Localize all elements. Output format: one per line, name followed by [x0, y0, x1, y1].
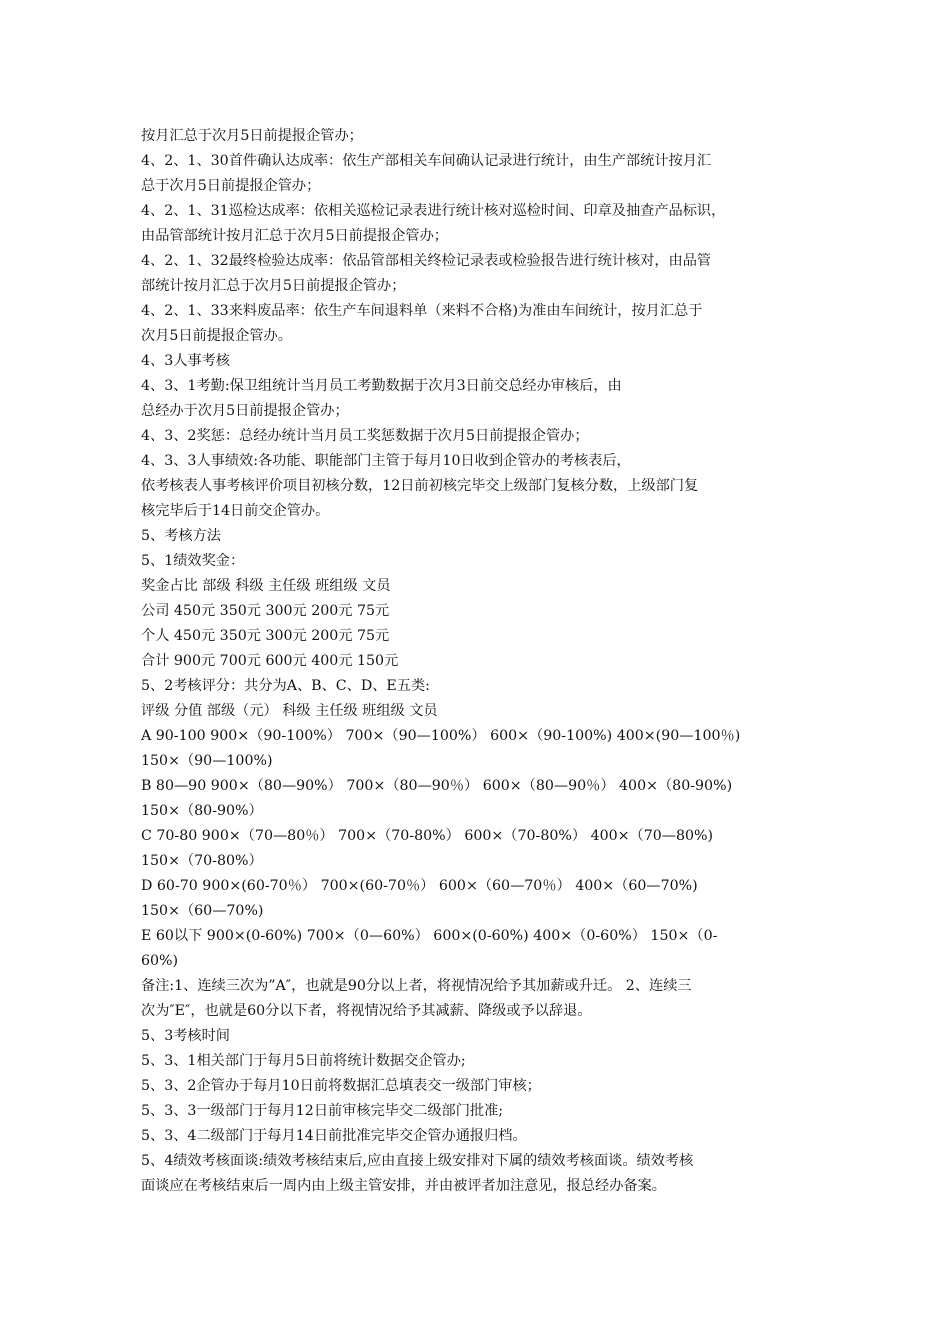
bonus-table-header: 奖金占比 部级 科级 主任级 班组级 文员: [141, 578, 391, 594]
bonus-table-row: 个人 450元 350元 300元 200元 75元: [141, 628, 390, 644]
text-line: 由品管部统计按月汇总于次月5日前提报企管办；: [141, 228, 448, 244]
grade-table-row: A 90-100 900×（90-100%） 700×（90—100%） 600×（90-100%) 400×(90—100％): [141, 728, 741, 744]
grade-table-row: 150×（80-90%）: [141, 803, 263, 819]
text-line: 4、2、1、31巡检达成率：依相关巡检记录表进行统计核对巡检时间、印章及抽查产品标识，: [141, 203, 726, 219]
text-line: 依考核表人事考核评价项目初核分数，12日前初核完毕交上级部门复核分数，上级部门复: [141, 478, 699, 494]
text-line: 5、3、2企管办于每月10日前将数据汇总填表交一级部门审核；: [141, 1078, 541, 1094]
document-body: [141, 124, 821, 1199]
text-line: 面谈应在考核结束后一周内由上级主管安排，并由被评者加注意见，报总经办备案。: [141, 1178, 666, 1194]
grade-table-row: D 60-70 900×(60-70％） 700×(60-70％） 600×（60—70％） 400×（60—70%): [141, 878, 698, 894]
text-line: 4、3、2奖惩：总经办统计当月员工奖惩数据于次月5日前提报企管办；: [141, 428, 589, 444]
grade-table-header: 评级 分值 部级（元） 科级 主任级 班组级 文员: [141, 703, 438, 719]
section-heading: 5、2考核评分：共分为A、B、C、D、E五类:: [141, 678, 430, 694]
text-line: 4、3、1考勤:保卫组统计当月员工考勤数据于次月3日前交总经办审核后，由: [141, 378, 622, 394]
text-line: 5、3、3一级部门于每月12日前审核完毕交二级部门批准;: [141, 1103, 504, 1119]
grade-table-row: 150×（90—100%): [141, 753, 273, 769]
text-line: 按月汇总于次月5日前提报企管办；: [141, 128, 363, 144]
text-line: 4、3、3人事绩效:各功能、职能部门主管于每月10日收到企管办的考核表后，: [141, 453, 631, 469]
text-line: 总于次月5日前提报企管办；: [141, 178, 321, 194]
text-line: 4、2、1、30首件确认达成率：依生产部相关车间确认记录进行统计，由生产部统计按月汇: [141, 153, 712, 169]
note-line: 次为″E″，也就是60分以下者，将视情况给予其减薪、降级或予以辞退。: [141, 1003, 592, 1019]
text-line: 4、2、1、32最终检验达成率：依品管部相关终检记录表或检验报告进行统计核对，由品管: [141, 253, 712, 269]
text-line: 4、2、1、33来料废品率：依生产车间退料单（来料不合格)为准由车间统计，按月汇总于: [141, 303, 703, 319]
grade-table-row: B 80—90 900×（80—90%） 700×（80—90％） 600×（80—90％） 400×（80-90%): [141, 778, 733, 794]
text-line: 5、4绩效考核面谈:绩效考核结束后,应由直接上级安排对下属的绩效考核面谈。绩效考核: [141, 1153, 694, 1169]
text-line: 次月5日前提报企管办。: [141, 328, 292, 344]
grade-table-row: 150×（60—70%): [141, 903, 264, 919]
grade-table-row: E 60以下 900×(0-60%) 700×（0—60%） 600×(0-60%) 400×（0-60%） 150×（0-: [141, 928, 718, 944]
text-line: 5、3、4二级部门于每月14日前批准完毕交企管办通报归档。: [141, 1128, 527, 1144]
section-heading: 4、3人事考核: [141, 353, 230, 369]
text-line: 5、3、1相关部门于每月5日前将统计数据交企管办;: [141, 1053, 466, 1069]
bonus-table-row: 合计 900元 700元 600元 400元 150元: [141, 653, 399, 669]
section-heading: 5、考核方法: [141, 528, 221, 544]
section-heading: 5、1绩效奖金：: [141, 553, 245, 569]
note-line: 备注:1、连续三次为”A″，也就是90分以上者，将视情况给予其加薪或升迁。 2、连续三: [141, 978, 692, 994]
grade-table-row: 150×（70-80%）: [141, 853, 263, 869]
text-line: 核完毕后于14日前交企管办。: [141, 503, 330, 519]
text-line: 部统计按月汇总于次月5日前提报企管办；: [141, 278, 406, 294]
bonus-table-row: 公司 450元 350元 300元 200元 75元: [141, 603, 390, 619]
grade-table-row: 60%): [141, 953, 179, 969]
section-heading: 5、3考核时间: [141, 1028, 230, 1044]
text-line: 总经办于次月5日前提报企管办；: [141, 403, 349, 419]
grade-table-row: C 70-80 900×（70—80％） 700×（70-80%） 600×（70-80%） 400×（70—80%): [141, 828, 714, 844]
